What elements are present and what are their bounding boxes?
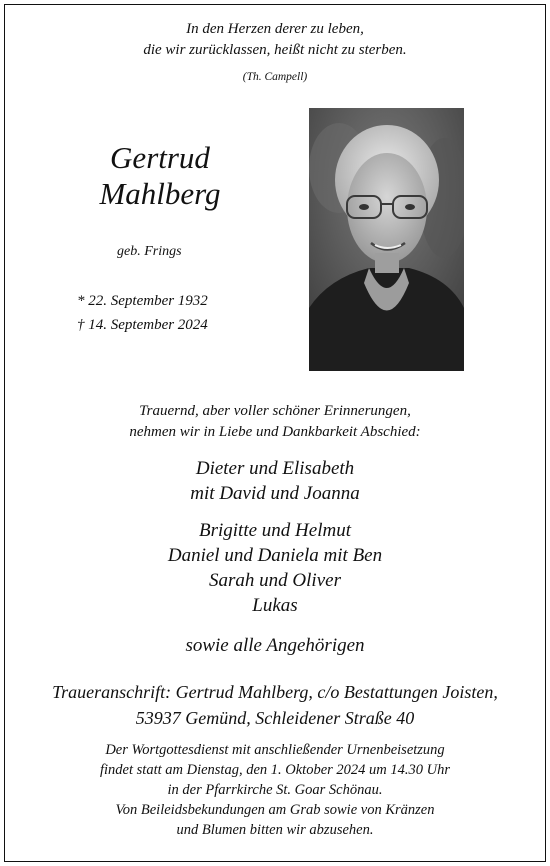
life-dates [77,289,208,337]
mourner-line: Brigitte und Helmut [199,520,351,541]
mourners-group-1 [0,456,550,506]
address-line: Traueranschrift: Gertrud Mahlberg, c/o Bestattungen Joisten, [52,682,498,702]
mourner-line: Sarah und Oliver [209,570,341,591]
service-line: Von Beileidsbekundungen am Grab sowie von Kränzen [115,802,435,818]
mourner-line: Dieter und Elisabeth [195,458,355,479]
address-line: 53937 Gemünd, Schleidener Straße 40 [135,708,415,728]
intro-line: nehmen wir in Liebe und Dankbarkeit Abschied: [129,424,421,440]
service-line: Der Wortgottesdienst mit anschließender Urnenbeisetzung [105,742,445,758]
last-name: Mahlberg [99,176,221,211]
death-date: † 14. September 2024 [77,317,208,333]
motto-line: die wir zurücklassen, heißt nicht zu sterben. [143,42,407,58]
mourners-group-2 [0,518,550,618]
mourner-line: mit David und Joanna [190,483,360,504]
motto-line: In den Herzen derer zu leben, [186,21,364,37]
intro-line: Trauernd, aber voller schöner Erinnerungen, [139,403,411,419]
motto-author: (Th. Campell) [242,71,308,83]
service-line: findet statt am Dienstag, den 1. Oktober 2024 um 14.30 Uhr [100,762,450,778]
portrait-illustration [309,108,464,371]
mourner-line: Lukas [252,595,298,616]
motto-quote [0,19,550,61]
birth-date: * 22. September 1932 [77,293,208,309]
first-name: Gertrud [110,140,210,175]
farewell-intro [0,401,550,443]
portrait-photo [309,108,464,371]
service-line: in der Pfarrkirche St. Goar Schönau. [167,782,383,798]
mourner-line: Daniel und Daniela mit Ben [167,545,383,566]
born-name: geb. Frings [117,244,182,259]
service-line: und Blumen bitten wir abzusehen. [176,822,374,838]
relatives-line: sowie alle Angehörigen [185,635,365,656]
service-notice [0,740,550,840]
deceased-name [50,140,270,212]
mourning-address [0,679,550,731]
